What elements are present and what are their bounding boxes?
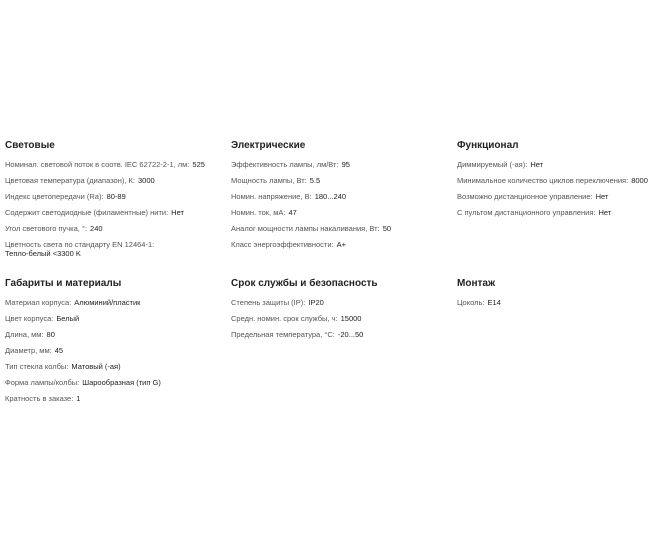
spec-list bbox=[457, 298, 657, 307]
spec-value: Матовый (-ая) bbox=[71, 362, 121, 371]
spec-list bbox=[231, 160, 451, 249]
spec-row bbox=[5, 378, 225, 387]
section-mounting bbox=[457, 278, 657, 314]
section-lifetime-safety bbox=[231, 278, 451, 346]
spec-label: Цветность света по стандарту EN 12464-1: bbox=[5, 240, 155, 249]
spec-row bbox=[5, 224, 225, 233]
spec-row bbox=[231, 314, 451, 323]
spec-row bbox=[5, 394, 225, 403]
spec-label: Номин. напряжение, В: bbox=[231, 192, 312, 201]
spec-label: Возможно дистанционное управление: bbox=[457, 192, 593, 201]
spec-row bbox=[5, 240, 165, 258]
spec-row bbox=[231, 298, 451, 307]
spec-label: Номинал. световой поток в соотв. IEC 62722-2-1, лм: bbox=[5, 160, 190, 169]
spec-row bbox=[5, 176, 225, 185]
spec-row bbox=[5, 192, 225, 201]
spec-row bbox=[5, 362, 225, 371]
section-lighting bbox=[5, 140, 225, 265]
spec-label: Минимальное количество циклов переключения: bbox=[457, 176, 629, 185]
spec-value: Нет bbox=[171, 208, 184, 217]
spec-value: E14 bbox=[487, 298, 501, 307]
spec-label: С пультом дистанционного управления: bbox=[457, 208, 596, 217]
spec-label: Предельная температура, °С: bbox=[231, 330, 335, 339]
spec-label: Цвет корпуса: bbox=[5, 314, 54, 323]
section-title: Срок службы и безопасность bbox=[231, 278, 378, 289]
spec-value: 15000 bbox=[340, 314, 362, 323]
section-title: Функционал bbox=[457, 140, 519, 151]
spec-value: 525 bbox=[192, 160, 205, 169]
section-title: Монтаж bbox=[457, 278, 496, 289]
spec-label: Длина, мм: bbox=[5, 330, 44, 339]
spec-value: A+ bbox=[336, 240, 347, 249]
spec-row bbox=[5, 208, 225, 217]
spec-label: Угол светового пучка, °: bbox=[5, 224, 88, 233]
spec-value: 47 bbox=[288, 208, 297, 217]
spec-label: Содержит светодиодные (филаментные) нити: bbox=[5, 208, 169, 217]
spec-row bbox=[457, 160, 657, 169]
spec-value: Нет bbox=[530, 160, 544, 169]
spec-value: 50 bbox=[382, 224, 392, 233]
spec-label: Форма лампы/колбы: bbox=[5, 378, 80, 387]
spec-value: 80 bbox=[46, 330, 55, 339]
spec-row bbox=[5, 314, 225, 323]
spec-value: 3000 bbox=[137, 176, 155, 185]
spec-list bbox=[5, 298, 225, 403]
spec-row bbox=[5, 298, 225, 307]
spec-label: Диаметр, мм: bbox=[5, 346, 52, 355]
section-electrical bbox=[231, 140, 451, 256]
spec-label: Кратность в заказе: bbox=[5, 394, 74, 403]
spec-row bbox=[231, 330, 451, 339]
spec-value: 80-89 bbox=[106, 192, 126, 201]
spec-label: Степень защиты (IP): bbox=[231, 298, 306, 307]
spec-value: Тепло-белый <3300 K bbox=[5, 249, 81, 258]
spec-row bbox=[457, 298, 657, 307]
spec-value: Шарообразная (тип G) bbox=[82, 378, 161, 387]
spec-list bbox=[457, 160, 657, 217]
spec-label: Мощность лампы, Вт: bbox=[231, 176, 307, 185]
spec-label: Цоколь: bbox=[457, 298, 485, 307]
spec-label: Эффективность лампы, лм/Вт: bbox=[231, 160, 339, 169]
spec-value: 45 bbox=[54, 346, 64, 355]
spec-row bbox=[5, 160, 225, 169]
spec-row bbox=[231, 160, 451, 169]
spec-row bbox=[457, 192, 657, 201]
spec-label: Номин. ток, мА: bbox=[231, 208, 286, 217]
spec-label: Средн. номин. срок службы, ч: bbox=[231, 314, 338, 323]
spec-value: Нет bbox=[595, 192, 609, 201]
spec-value: IP20 bbox=[308, 298, 324, 307]
section-title: Габариты и материалы bbox=[5, 278, 122, 289]
spec-label: Аналог мощности лампы накаливания, Вт: bbox=[231, 224, 380, 233]
spec-label: Цветовая температура (диапазон), К: bbox=[5, 176, 135, 185]
spec-list bbox=[231, 298, 451, 339]
spec-value: 95 bbox=[341, 160, 350, 169]
section-title: Световые bbox=[5, 140, 55, 151]
spec-value: 8000 bbox=[631, 176, 648, 185]
section-dimensions-materials bbox=[5, 278, 225, 410]
spec-label: Класс энергоэффективности: bbox=[231, 240, 334, 249]
spec-label: Тип стекла колбы: bbox=[5, 362, 69, 371]
spec-row bbox=[231, 176, 451, 185]
spec-row bbox=[231, 208, 451, 217]
spec-value: Белый bbox=[56, 314, 80, 323]
spec-value: 240 bbox=[90, 224, 103, 233]
spec-list bbox=[5, 160, 225, 258]
spec-value: Нет bbox=[598, 208, 612, 217]
spec-label: Индекс цветопередачи (Ra): bbox=[5, 192, 104, 201]
spec-row bbox=[5, 330, 225, 339]
spec-label: Материал корпуса: bbox=[5, 298, 72, 307]
section-functional bbox=[457, 140, 657, 224]
spec-value: 1 bbox=[76, 394, 81, 403]
spec-value: Алюминий/пластик bbox=[74, 298, 141, 307]
spec-value: 5.5 bbox=[309, 176, 321, 185]
spec-row bbox=[5, 346, 225, 355]
spec-row bbox=[231, 192, 451, 201]
spec-row bbox=[457, 208, 657, 217]
section-title: Электрические bbox=[231, 140, 306, 151]
spec-label: Диммируемый (-ая): bbox=[457, 160, 528, 169]
spec-row bbox=[231, 240, 451, 249]
spec-value: -20...50 bbox=[337, 330, 364, 339]
spec-row bbox=[231, 224, 451, 233]
spec-row bbox=[457, 176, 657, 185]
spec-value: 180...240 bbox=[314, 192, 346, 201]
